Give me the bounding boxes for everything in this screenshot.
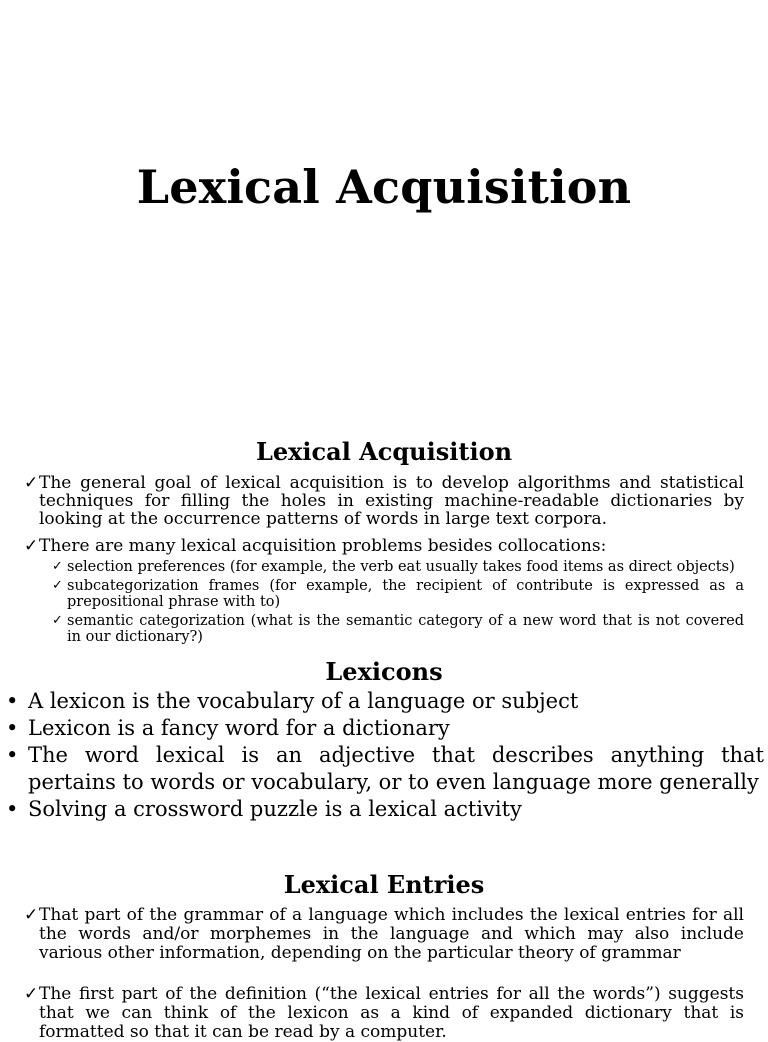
checklist-item — [24, 906, 744, 963]
checklist-item-text: The first part of the definition (“the lexical entries for all the words”) suggests that we can think of the lexicon as a kind of expanded dictionary that is formatted so that it can be read by a computer. — [39, 984, 744, 1042]
sub-checklist-item-text: selection preferences (for example, the verb eat usually takes food items as direct objects) — [67, 559, 735, 575]
checklist-item — [24, 537, 744, 555]
document-title: Lexical Acquisition — [136, 160, 632, 214]
section-heading-lexical-acquisition: Lexical Acquisition — [255, 437, 513, 466]
check-icon: ✓ — [24, 984, 39, 1004]
bullet-icon: • — [6, 716, 19, 740]
check-icon: ✓ — [52, 559, 63, 574]
bullet-item-text: Lexicon is a fancy word for a dictionary — [28, 716, 450, 740]
sub-checklist-item — [52, 613, 744, 645]
checklist-item — [24, 474, 744, 528]
section-heading-lexical-entries: Lexical Entries — [283, 870, 485, 899]
bullet-item-text: The word lexical is an adjective that describes anything that pertains to words or vocabulary, or to even language more generally — [28, 743, 764, 794]
bullet-item — [6, 688, 764, 715]
bullet-item-text: A lexicon is the vocabulary of a language or subject — [28, 689, 579, 713]
check-icon: ✓ — [52, 578, 63, 593]
check-icon: ✓ — [52, 613, 63, 628]
sub-checklist-item-text: semantic categorization (what is the semantic category of a new word that is not covered in our dictionary?) — [67, 613, 744, 645]
checklist-item-text: That part of the grammar of a language which includes the lexical entries for all the words and/or morphemes in the language and which may also include various other information, depending on the particular theory of grammar — [39, 905, 744, 963]
bullet-icon: • — [6, 743, 19, 767]
section-heading-lexicons: Lexicons — [325, 657, 443, 686]
sub-checklist-item — [52, 559, 744, 575]
check-icon: ✓ — [24, 536, 39, 556]
bullet-icon: • — [6, 689, 19, 713]
bullet-icon: • — [6, 797, 19, 821]
bullet-item — [6, 796, 764, 823]
checklist-item — [24, 984, 744, 1042]
checklist-item-text: There are many lexical acquisition problems besides collocations: — [39, 536, 607, 556]
check-icon: ✓ — [24, 473, 39, 493]
checklist-item-text: The general goal of lexical acquisition is to develop algorithms and statistical techniques for filling the holes in existing machine-readable dictionaries by looking at the occurrence patterns of words in large text corpora. — [39, 473, 744, 529]
sub-checklist-item — [52, 578, 744, 610]
bullet-item — [6, 742, 764, 796]
check-icon: ✓ — [24, 905, 39, 925]
bullet-item-text: Solving a crossword puzzle is a lexical activity — [28, 797, 522, 821]
bullet-item — [6, 715, 764, 742]
sub-checklist-item-text: subcategorization frames (for example, the recipient of contribute is expressed as a prepositional phrase with to) — [67, 578, 744, 610]
